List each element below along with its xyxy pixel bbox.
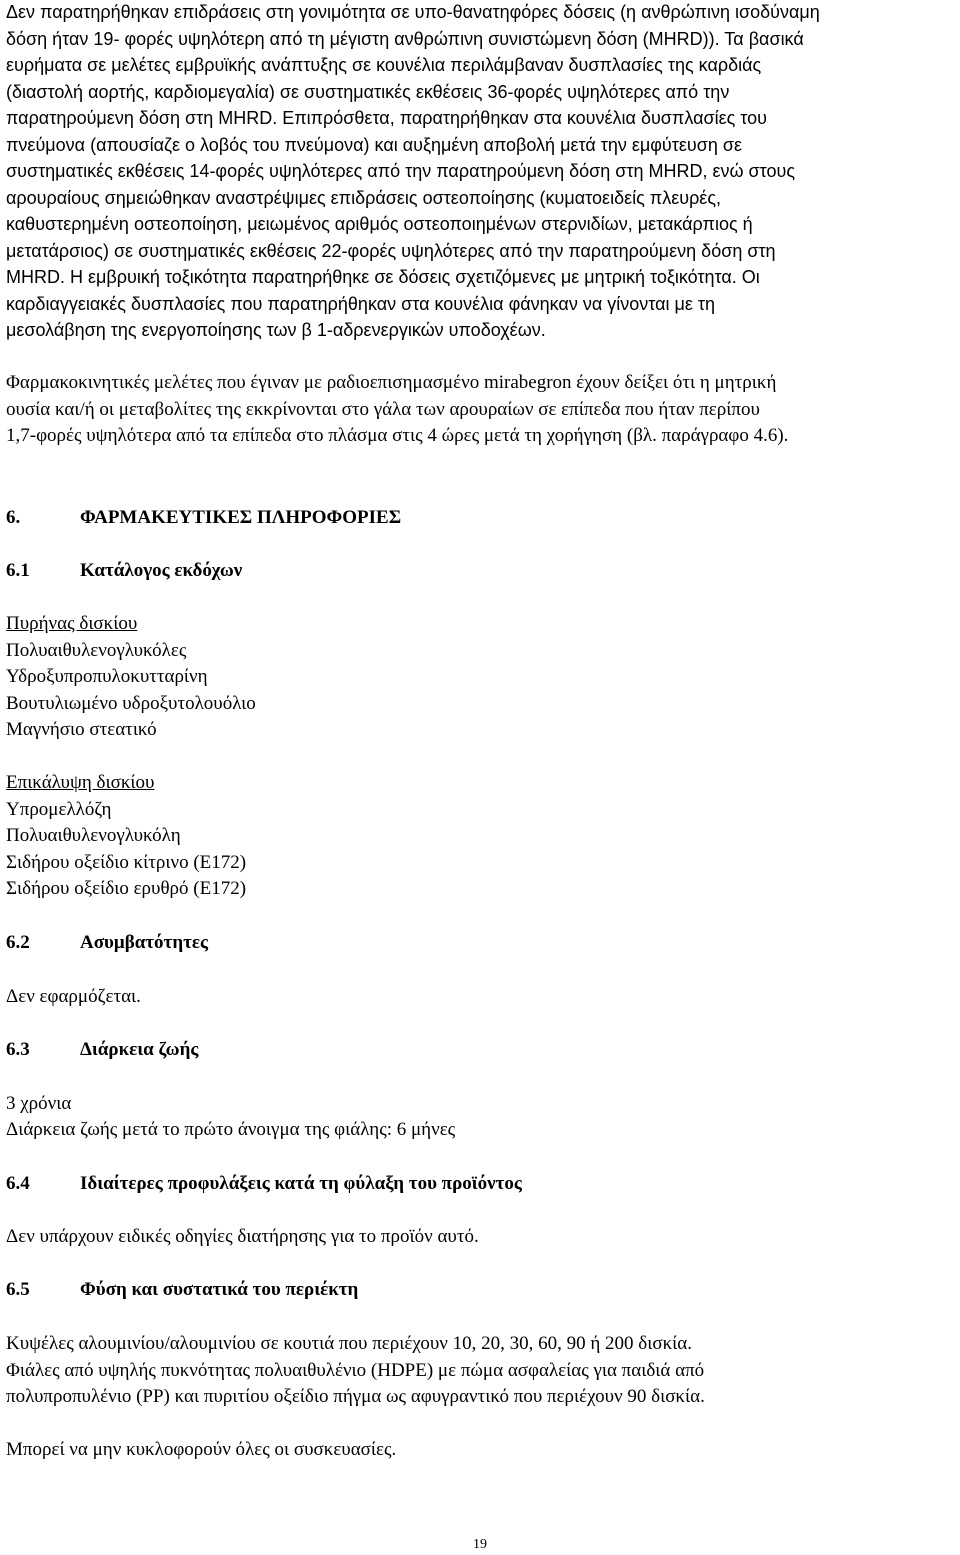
- list-item: Σιδήρου οξείδιο κίτρινο (E172): [6, 851, 247, 873]
- tablet-core-title: Πυρήνας δισκίου: [6, 613, 138, 634]
- list-item: Βουτυλιωμένο υδροξυτολουόλιο: [6, 692, 256, 714]
- tablet-core-list: [6, 611, 256, 744]
- section-title: Ιδιαίτερες προφυλάξεις κατά τη φύλαξη του προϊόντος: [80, 1173, 522, 1194]
- section-6-1-heading: [6, 558, 906, 584]
- section-title: Ασυμβατότητες: [80, 932, 208, 953]
- section-6-5-heading: [6, 1277, 906, 1303]
- section-number: 6.2: [6, 932, 30, 953]
- list-item: Πολυαιθυλενογλυκόλες: [6, 639, 187, 661]
- section-6-5-note: Μπορεί να μην κυκλοφορούν όλες οι συσκευασίες.: [6, 1439, 397, 1460]
- section-title: Κατάλογος εκδόχων: [80, 560, 243, 581]
- list-item: Σιδήρου οξείδιο ερυθρό (E172): [6, 878, 247, 899]
- tablet-coating-list: [6, 770, 246, 903]
- page-number: 19: [473, 1537, 487, 1552]
- section-6-4-text: Δεν υπάρχουν ειδικές οδηγίες διατήρησης για το προϊόν αυτό.: [6, 1226, 479, 1247]
- list-item: Υπρομελλόζη: [6, 798, 112, 820]
- list-item: Πολυαιθυλενογλυκόλη: [6, 825, 181, 846]
- section-title: Φύση και συστατικά του περιέκτη: [80, 1279, 359, 1300]
- section-number: 6.: [6, 507, 21, 528]
- section-6-3-heading: [6, 1037, 906, 1063]
- tablet-coating-title: Επικάλυψη δισκίου: [6, 772, 155, 793]
- list-item: Μαγνήσιο στεατικό: [6, 719, 157, 740]
- section-number: 6.3: [6, 1039, 30, 1060]
- section-6-5-text: Κυψέλες αλουμινίου/αλουμινίου σε κουτιά που περιέχουν 10, 20, 30, 60, 90 ή 200 δισκία. Φιάλες από υψηλής πυκνότητας πολυαιθυλένιο (HDPE) με πώμα ασφαλείας για παιδιά από πολυπροπυλένιο (PP) και πυριτίου οξείδιο πήγμα ως αφυγραντικό που περιέχουν 90 δισκία.: [6, 1333, 705, 1407]
- section-6-2-heading: [6, 930, 906, 956]
- section-number: 6.4: [6, 1173, 30, 1194]
- section-title: ΦΑΡΜΑΚΕΥΤΙΚΕΣ ΠΛΗΡΟΦΟΡΙΕΣ: [80, 507, 402, 528]
- section-6-4-heading: [6, 1171, 906, 1197]
- section-6-heading: [6, 505, 906, 531]
- section-title: Διάρκεια ζωής: [80, 1039, 199, 1060]
- intro-paragraph: Δεν παρατηρήθηκαν επιδράσεις στη γονιμότητα σε υπο-θανατηφόρες δόσεις (η ανθρώπινη ισοδύναμη δόση ήταν 19- φορές υψηλότερη από τη μέγιστη ανθρώπινη συνιστώμενη δόση (MHRD)). Τα βασικά ευρήματα σε μελέτες εμβρυϊκής ανάπτυξης σε κουνέλια περιλάμβαναν δυσπλασίες της καρδιάς (διαστολή αορτής, καρδιομεγαλία) σε συστηματικές εκθέσεις 36-φορές υψηλότερες από την παρατηρούμενη δόση στη MHRD. Επιπρόσθετα, παρατηρήθηκαν στα κουνέλια δυσπλασίες του πνεύμονα (απουσίαζε ο λοβός του πνεύμονα) και αυξημένη αποβολή μετά την εμφύτευση σε συστηματικές εκθέσεις 14-φορές υψηλότερες από την παρατηρούμενη δόση στη MHRD, ενώ στους αρουραίους σημειώθηκαν αναστρέψιμες επιδράσεις οστεοποίησης (κυματοειδείς πλευρές, καθυστερημένη οστεοποίηση, μειωμένος αριθμός οστεοποιημένων στερνιδίων, μετακάρπιος ή μετατάρσιος) σε συστηματικές εκθέσεις 22-φορές υψηλότερες από την παρατηρούμενη δόση στη MHRD. Η εμβρυική τοξικότητα παρατηρήθηκε σε δόσεις σχετιζόμενες με μητρική τοξικότητα. Οι καρδιαγγειακές δυσπλασίες που παρατηρήθηκαν στα κουνέλια φάνηκαν να γίνονται με τη μεσολάβηση της ενεργοποίησης των β 1-αδρενεργικών υποδοχέων.: [6, 2, 820, 340]
- shelf-life-value: 3 χρόνια: [6, 1093, 72, 1114]
- section-6-2-text: Δεν εφαρμόζεται.: [6, 986, 141, 1007]
- list-item: Υδροξυπροπυλοκυτταρίνη: [6, 666, 208, 687]
- shelf-life-after-opening: Διάρκεια ζωής μετά το πρώτο άνοιγμα της φιάλης: 6 μήνες: [6, 1119, 456, 1140]
- section-number: 6.1: [6, 560, 30, 581]
- pharmacokinetics-paragraph: Φαρμακοκινητικές μελέτες που έγιναν με ραδιοεπισημασμένο mirabegron έχουν δείξει ότι η μητρική ουσία και/ή οι μεταβολίτες της εκκρίνονται στο γάλα των αρουραίων σε επίπεδα που ήταν περίπου 1,7-φορές υψηλότερα από τα επίπεδα στο πλάσμα στις 4 ώρες μετά τη χορήγηση (βλ. παράγραφο 4.6).: [6, 372, 789, 446]
- section-number: 6.5: [6, 1279, 30, 1300]
